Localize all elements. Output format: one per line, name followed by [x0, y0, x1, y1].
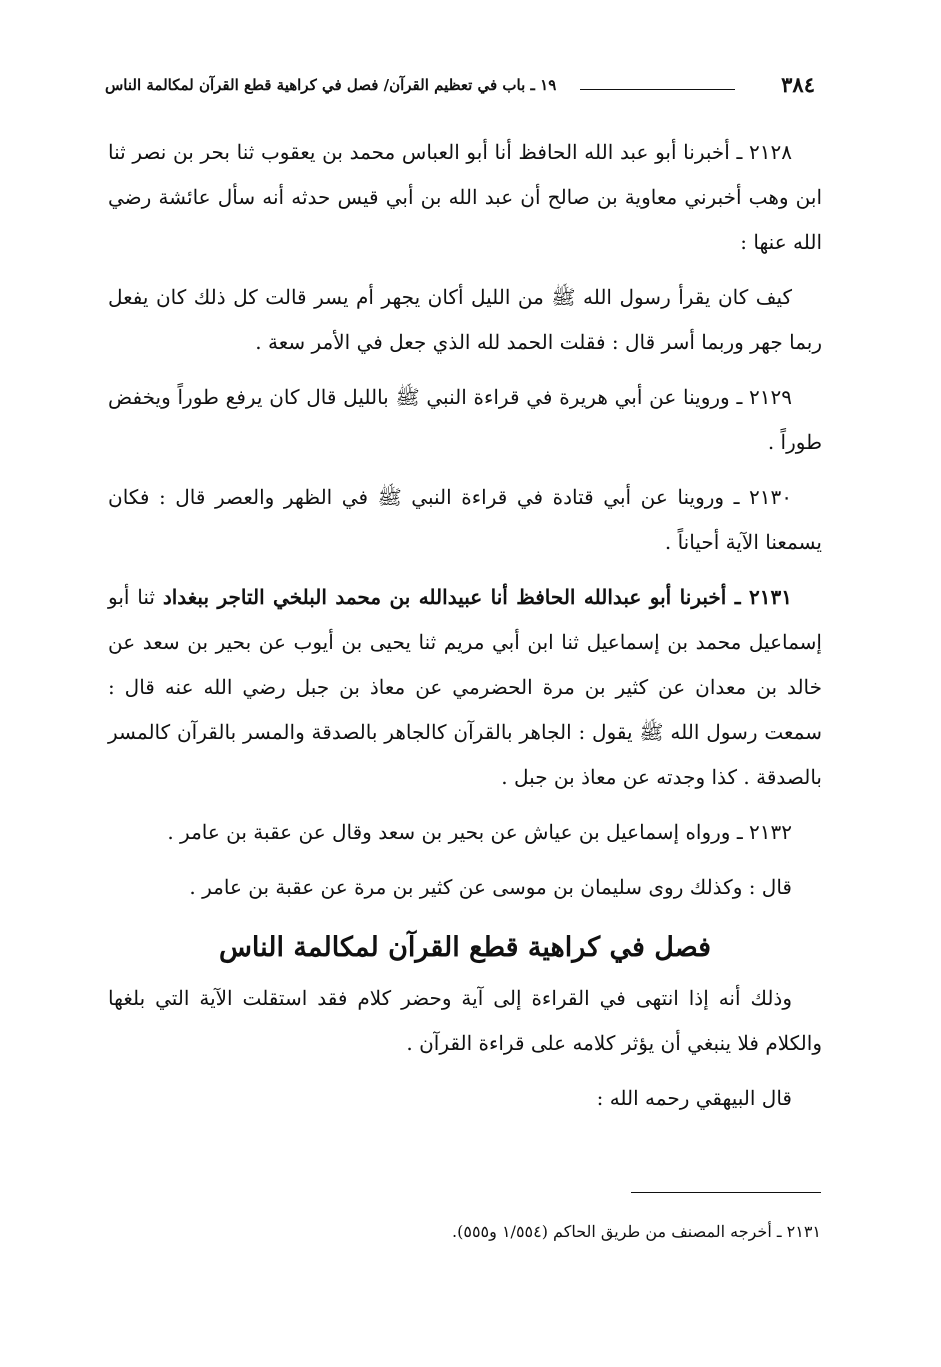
footnote-rule [631, 1192, 821, 1193]
paragraph-2129 [108, 375, 822, 465]
paragraph-2128 [108, 130, 822, 265]
paragraph-text: ثنا أبو إسماعيل محمد بن إسماعيل ثنا ابن أبي مريم ثنا يحيى بن أيوب عن بحير بن سعد عن خالد بن معدان عن كثير بن مرة الحضرمي عن معاذ بن جبل رضي الله عنه قال : سمعت رسول الله ﷺ يقول : الجاهر بالقرآن كالجاهر بالصدقة والمسر بالقرآن كالمسر بالصدقة . كذا وجدته عن معاذ بن جبل . [108, 585, 822, 789]
running-title: ١٩ ـ باب في تعظيم القرآن/ فصل في كراهية قطع القرآن لمكالمة الناس [105, 76, 557, 94]
section-heading: فصل في كراهية قطع القرآن لمكالمة الناس [218, 932, 712, 963]
paragraph-qala [108, 865, 822, 910]
paragraph-text: كيف كان يقرأ رسول الله ﷺ من الليل أكان يجهر أم يسر قالت كل ذلك كان يفعل ربما جهر وربما أسر قال : فقلت الحمد لله الذي جعل في الأمر سعة . [108, 285, 822, 354]
paragraph-text: وذلك أنه إذا انتهى في القراءة إلى آية وحضر كلام فقد استقلت الآية التي بلغها والكلام فلا ينبغي أن يؤثر كلامه على قراءة القرآن . [108, 986, 822, 1055]
section-paragraph [108, 1076, 822, 1121]
paragraph-2131 [108, 575, 822, 800]
paragraph-hadith-text [108, 275, 822, 365]
paragraph-text: قال البيهقي رحمه الله : [596, 1086, 792, 1110]
paragraph-text: ٢١٣٢ ـ ورواه إسماعيل بن عياش عن بحير بن سعد وقال عن عقبة بن عامر . [167, 820, 792, 844]
page-number: ٣٨٤ [781, 72, 815, 97]
paragraph-2131-lead: ٢١٣١ ـ أخبرنا أبو عبدالله الحافظ أنا عبيدالله بن محمد البلخي التاجر ببغداد [162, 585, 792, 609]
page-header [105, 70, 823, 106]
footnote: ٢١٣١ ـ أخرجه المصنف من طريق الحاكم (١/٥٥٤ و٥٥٥). [452, 1222, 821, 1241]
paragraph-2132 [108, 810, 822, 855]
paragraph-text: قال : وكذلك روى سليمان بن موسى عن كثير بن مرة عن عقبة بن عامر . [189, 875, 792, 899]
paragraph-text: ٢١٢٨ ـ أخبرنا أبو عبد الله الحافظ أنا أبو العباس محمد بن يعقوب ثنا بحر بن نصر ثنا ابن وهب أخبرني معاوية بن صالح أن عبد الله بن أبي قيس حدثه أنه سأل عائشة رضي الله عنها : [108, 140, 822, 254]
paragraph-2130 [108, 475, 822, 565]
section-paragraph [108, 976, 822, 1066]
paragraph-text: ٢١٢٩ ـ وروينا عن أبي هريرة في قراءة النبي ﷺ بالليل قال كان يرفع طوراً ويخفض طوراً . [108, 385, 822, 454]
page-body [108, 130, 822, 1131]
paragraph-text: ٢١٣٠ ـ وروينا عن أبي قتادة في قراءة النبي ﷺ في الظهر والعصر قال : فكان يسمعنا الآية أحياناً . [108, 485, 822, 554]
header-rule [580, 89, 735, 90]
